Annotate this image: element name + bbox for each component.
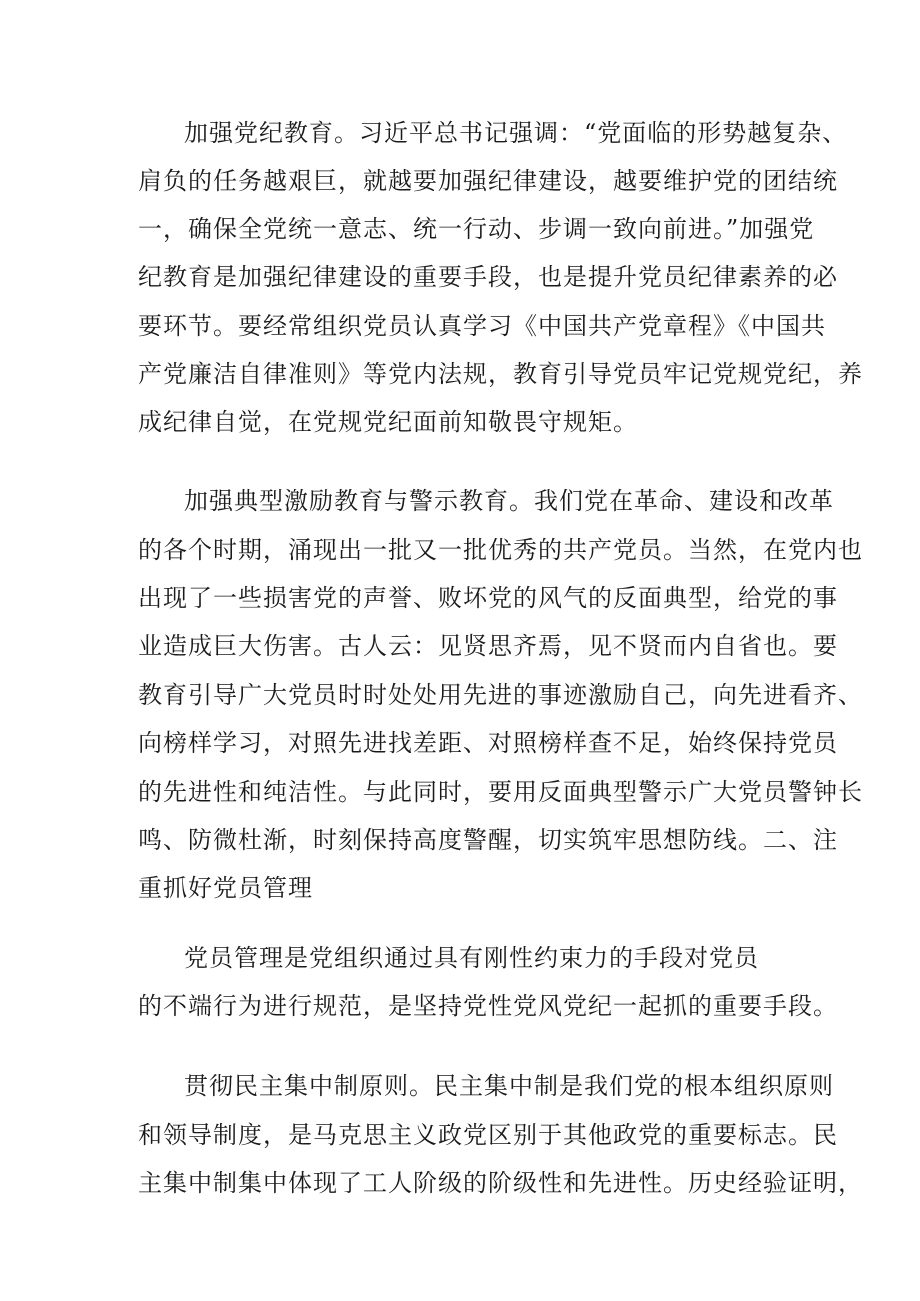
text-line: 主集中制集中体现了工人阶级的阶级性和先进性。历史经验证明， [138, 1169, 863, 1197]
text-line: 的各个时期，涌现出一批又一批优秀的共产党员。当然，在党内也 [138, 536, 863, 564]
text-line: 向榜样学习，对照先进找差距、对照榜样查不足，始终保持党员 [138, 729, 838, 757]
text-line: 成纪律自觉，在党规党纪面前知敬畏守规矩。 [138, 408, 638, 436]
text-line: 教育引导广大党员时时处处用先进的事迹激励自己，向先进看齐、 [138, 681, 863, 709]
text-line: 纪教育是加强纪律建设的重要手段，也是提升党员纪律素养的必 [138, 263, 838, 291]
text-line: 产党廉洁自律准则》等党内法规，教育引导党员牢记党规党纪，养 [138, 360, 863, 388]
text-line: 加强典型激励教育与警示教育。我们党在革命、建设和改革 [184, 487, 834, 515]
text-line: 的先进性和纯洁性。与此同时，要用反面典型警示广大党员警钟长 [138, 778, 863, 806]
text-line: 一，确保全党统一意志、统一行动、步调一致向前进。”加强党 [138, 215, 815, 243]
text-line: 党员管理是党组织通过具有刚性约束力的手段对党员 [184, 944, 759, 972]
text-line: 重抓好党员管理 [138, 874, 313, 902]
text-line: 和领导制度，是马克思主义政党区别于其他政党的重要标志。民 [138, 1121, 838, 1149]
text-line: 贯彻民主集中制原则。民主集中制是我们党的根本组织原则 [184, 1072, 834, 1100]
text-line: 出现了一些损害党的声誉、败坏党的风气的反面典型，给党的事 [138, 584, 838, 612]
text-line: 鸣、防微杜渐，时刻保持高度警醒，切实筑牢思想防线。二、注 [138, 826, 838, 854]
text-line: 肩负的任务越艰巨，就越要加强纪律建设，越要维护党的团结统 [138, 167, 838, 195]
text-line: 要环节。要经常组织党员认真学习《中国共产党章程》《中国共 [138, 312, 826, 340]
text-line: 业造成巨大伤害。古人云：见贤思齐焉，见不贤而内自省也。要 [138, 632, 838, 660]
text-line: 加强党纪教育。习近平总书记强调：“党面临的形势越复杂、 [184, 119, 848, 147]
text-line: 的不端行为进行规范，是坚持党性党风党纪一起抓的重要手段。 [138, 992, 838, 1020]
